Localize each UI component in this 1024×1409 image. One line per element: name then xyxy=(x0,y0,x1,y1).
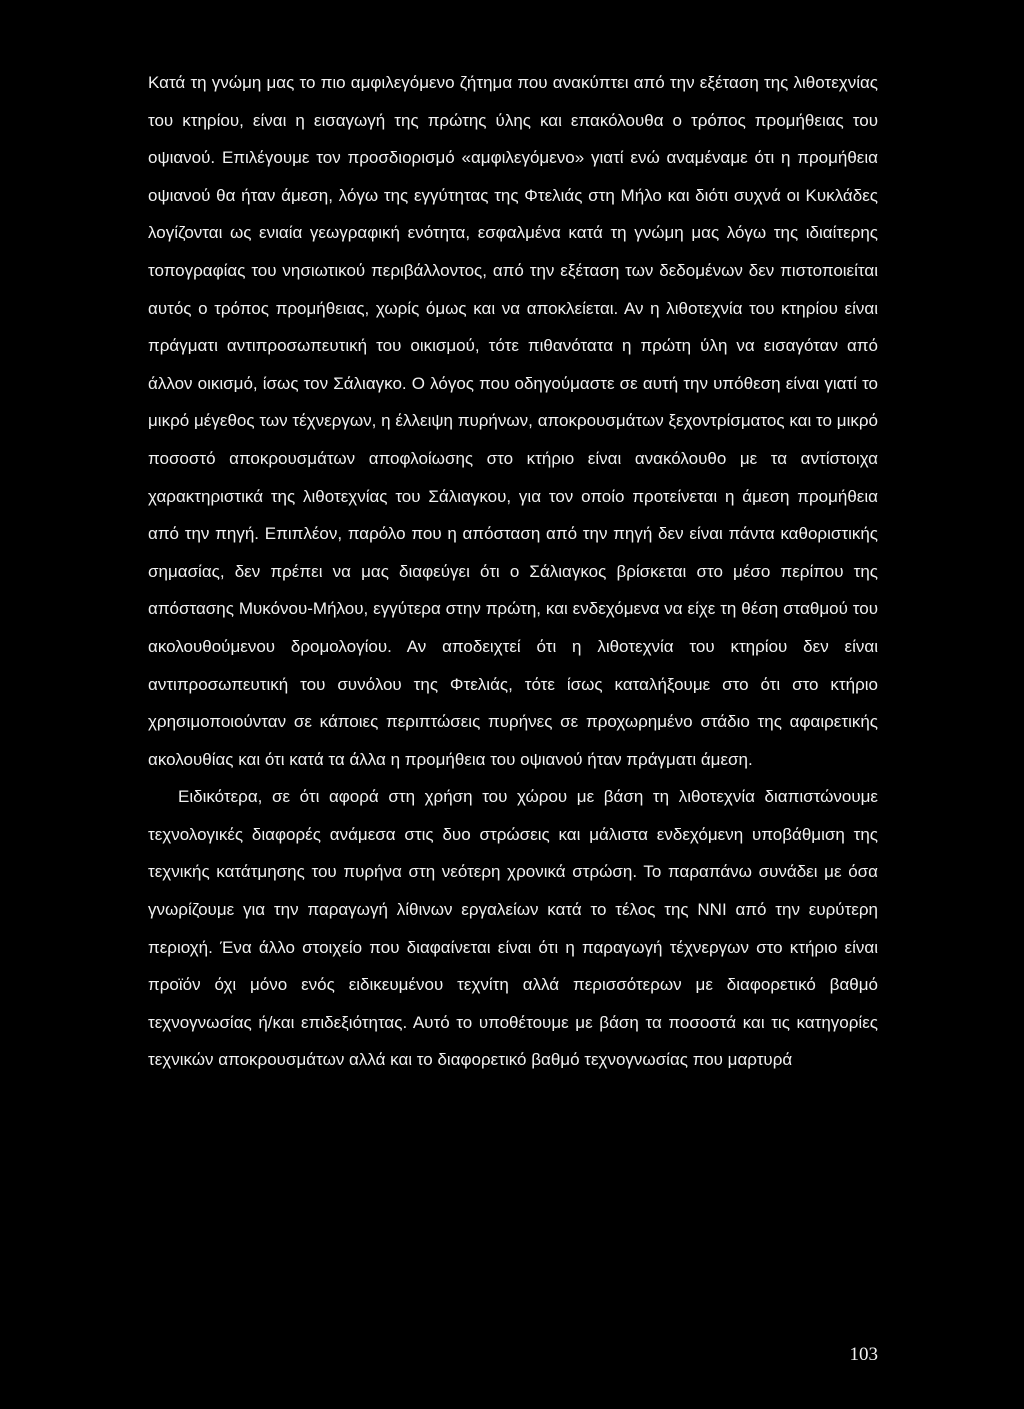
body-text xyxy=(148,64,878,1079)
paragraph-2: Ειδικότερα, σε ότι αφορά στη χρήση του χώρου με βάση τη λιθοτεχνία διαπιστώνουμε τεχνολογικές διαφορές ανάμεσα στις δυο στρώσεις και μάλιστα ενδεχόμενη υποβάθμιση της τεχνικής κατάτμησης του πυρήνα στη νεότερη χρονικά στρώση. Το παραπάνω συνάδει με όσα γνωρίζουμε για την παραγωγή λίθινων εργαλείων κατά το τέλος της ΝΝΙ από την ευρύτερη περιοχή. Ένα άλλο στοιχείο που διαφαίνεται είναι ότι η παραγωγή τέχνεργων στο κτήριο είναι προϊόν όχι μόνο ενός ειδικευμένου τεχνίτη αλλά περισσότερων με διαφορετικό βαθμό τεχνογνωσίας ή/και επιδεξιότητας. Αυτό το υποθέτουμε με βάση τα ποσοστά και τις κατηγορίες τεχνικών αποκρουσμάτων αλλά και το διαφορετικό βαθμό τεχνογνωσίας που μαρτυρά xyxy=(148,787,878,1070)
page-number: 103 xyxy=(849,1344,878,1365)
paragraph-1: Κατά τη γνώμη μας το πιο αμφιλεγόμενο ζήτημα που ανακύπτει από την εξέταση της λιθοτεχνίας του κτηρίου, είναι η εισαγωγή της πρώτης ύλης και επακόλουθα ο τρόπος προμήθειας του οψιανού. Επιλέγουμε τον προσδιορισμό «αμφιλεγόμενο» γιατί ενώ αναμέναμε ότι η προμήθεια οψιανού θα ήταν άμεση, λόγω της εγγύτητας της Φτελιάς στη Μήλο και διότι συχνά οι Κυκλάδες λογίζονται ως ενιαία γεωγραφική ενότητα, εσφαλμένα κατά τη γνώμη μας λόγω της ιδιαίτερης τοπογραφίας του νησιωτικού περιβάλλοντος, από την εξέταση των δεδομένων δεν πιστοποιείται αυτός ο τρόπος προμήθειας, χωρίς όμως και να αποκλείεται. Αν η λιθοτεχνία του κτηρίου είναι πράγματι αντιπροσωπευτική του οικισμού, τότε πιθανότατα η πρώτη ύλη να εισαγόταν από άλλον οικισμό, ίσως τον Σάλιαγκο. Ο λόγος που οδηγούμαστε σε αυτή την υπόθεση είναι γιατί το μικρό μέγεθος των τέχνεργων, η έλλειψη πυρήνων, αποκρουσμάτων ξεχοντρίσματος και το μικρό ποσοστό αποκρουσμάτων αποφλοίωσης στο κτήριο είναι ανακόλουθο με τα αντίστοιχα χαρακτηριστικά της λιθοτεχνίας του Σάλιαγκου, για τον οποίο προτείνεται η άμεση προμήθεια από την πηγή. Επιπλέον, παρόλο που η απόσταση από την πηγή δεν είναι πάντα καθοριστικής σημασίας, δεν πρέπει να μας διαφεύγει ότι ο Σάλιαγκος βρίσκεται στο μέσο περίπου της απόστασης Μυκόνου-Μήλου, εγγύτερα στην πρώτη, και ενδεχόμενα να είχε τη θέση σταθμού του ακολουθούμενου δρομολογίου. Αν αποδειχτεί ότι η λιθοτεχνία του κτηρίου δεν είναι αντιπροσωπευτική του συνόλου της Φτελιάς, τότε ίσως καταλήξουμε στο ότι στο κτήριο χρησιμοποιούνταν σε κάποιες περιπτώσεις πυρήνες σε προχωρημένο στάδιο της αφαιρετικής ακολουθίας και ότι κατά τα άλλα η προμήθεια του οψιανού ήταν πράγματι άμεση. xyxy=(148,73,878,769)
